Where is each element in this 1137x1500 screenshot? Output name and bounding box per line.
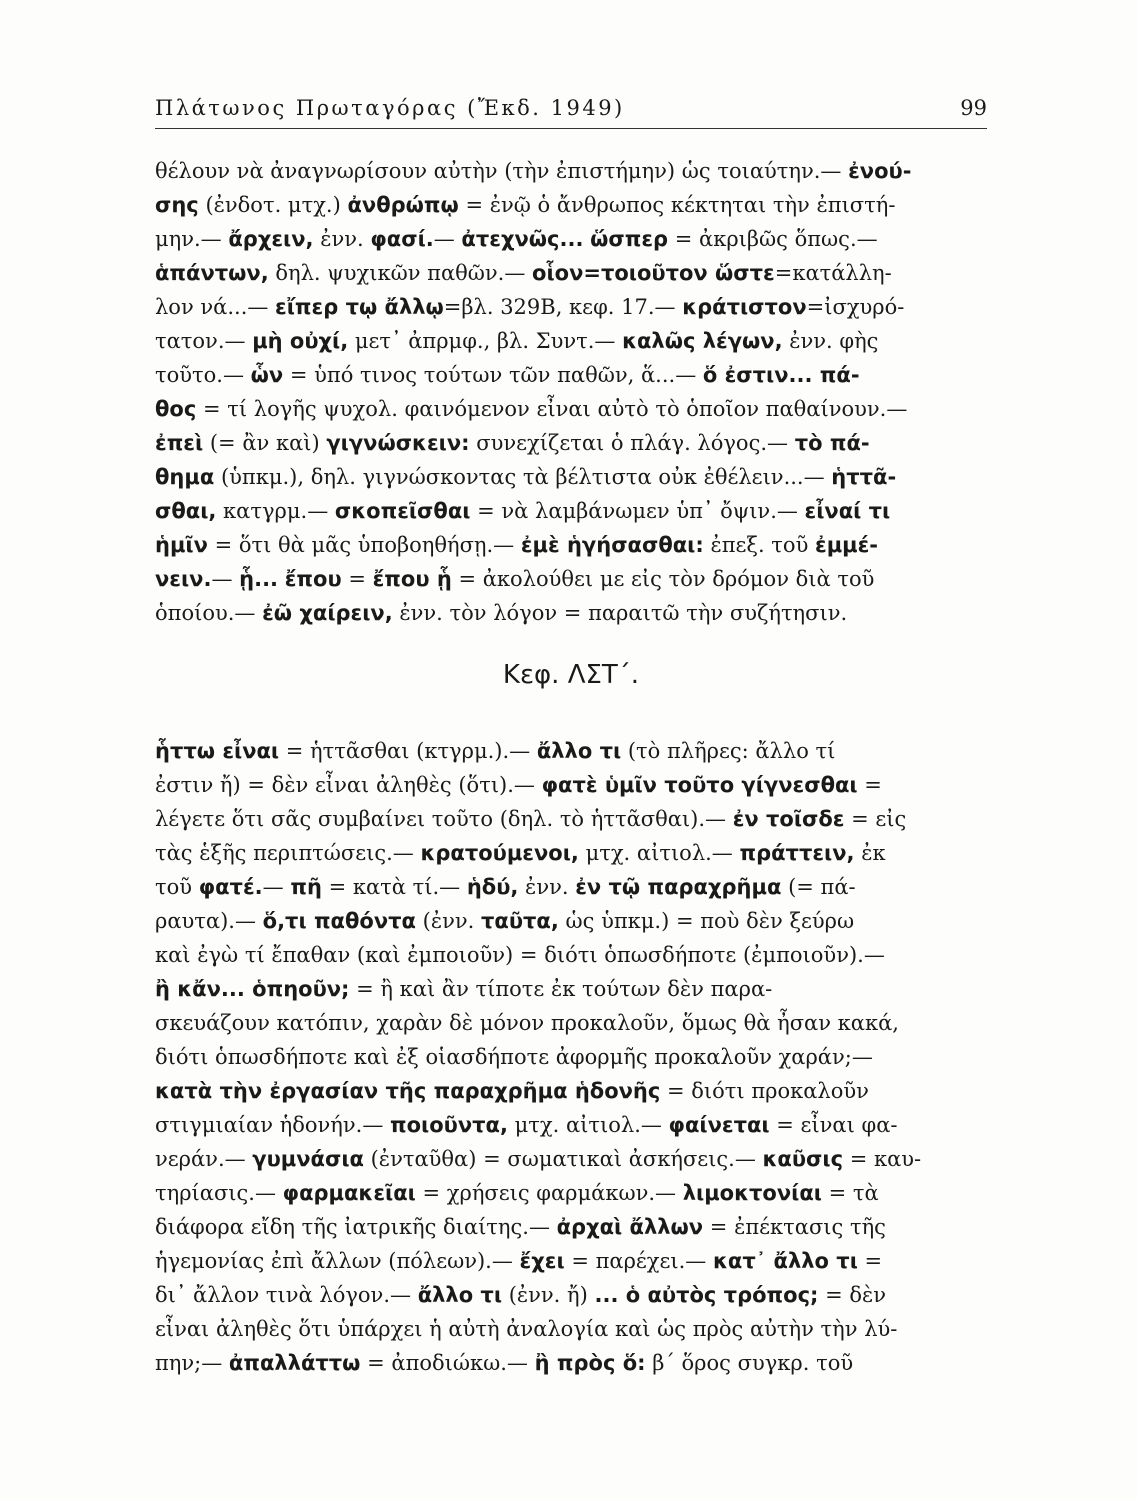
gloss: μτχ. αἰτιολ.— (507, 1113, 669, 1137)
gloss: = ἐνῷ ὁ ἄνθρωπος κέκτηται τὴν ἐπιστή- (458, 193, 896, 217)
text-line (155, 460, 987, 494)
lemma: ὥσπερ (590, 227, 669, 251)
lemma: τὸ πά- (794, 431, 870, 455)
lemma: ἀνθρώπῳ (347, 193, 459, 217)
gloss: λον νά...— (155, 295, 276, 319)
text-line (155, 324, 987, 358)
lemma: κατ᾽ ἄλλο τι (712, 1249, 858, 1273)
lemma: καῦσις (762, 1147, 844, 1171)
text-line (155, 1346, 987, 1380)
gloss: ἐκ (854, 841, 886, 865)
text-line (155, 562, 987, 596)
gloss: (ἐνν. (415, 909, 481, 933)
lemma: καλῶς λέγων, (622, 329, 783, 353)
text-line (155, 1312, 987, 1346)
text-line (155, 358, 987, 392)
gloss: = ἢ καὶ ἂν τίποτε ἐκ τούτων δὲν παρα- (349, 977, 773, 1001)
text-line (155, 972, 987, 1006)
gloss: = χρήσεις φαρμάκων.— (415, 1181, 683, 1205)
text-line (155, 1176, 987, 1210)
text-line (155, 290, 987, 324)
gloss: (ἐνδοτ. μτχ.) (198, 193, 348, 217)
lemma: κράτιστον (682, 295, 807, 319)
text-line (155, 154, 987, 188)
gloss: ὁποίου.— (155, 601, 263, 625)
gloss: (= πά- (781, 875, 856, 899)
gloss: = ὑπό τινος τούτων τῶν παθῶν, ἅ...— (283, 363, 703, 387)
gloss: — (211, 567, 240, 591)
gloss: δι᾽ ἄλλον τινὰ λόγον.— (155, 1283, 418, 1307)
lemma: ἀπαλλάττω (228, 1351, 361, 1375)
gloss: ἐπεξ. τοῦ (703, 533, 816, 557)
lemma: ἄρχειν, (228, 227, 314, 251)
lemma: ἄλλο τι (536, 739, 622, 763)
lemma: θος (155, 397, 197, 421)
gloss: (τὸ πλῆρες: ἄλλο τί (621, 739, 836, 763)
text-line (155, 1040, 987, 1074)
lemma: κατὰ τὴν ἐργασίαν τῆς παραχρῆμα ἡδονῆς (155, 1079, 661, 1103)
text-line (155, 528, 987, 562)
text-line (155, 494, 987, 528)
gloss: = ἀκριβῶς ὅπως.— (668, 227, 878, 251)
gloss: μτχ. αἰτιολ.— (578, 841, 740, 865)
text-line (155, 222, 987, 256)
lemma: ἔπου ᾗ (372, 567, 452, 591)
gloss: = καυ- (843, 1147, 922, 1171)
gloss: εἶναι ἀληθὲς ὅτι ὑπάρχει ἡ αὐτὴ ἀναλογία καὶ ὡς πρὸς αὐτὴν τὴν λύ- (155, 1317, 898, 1341)
gloss: ἐνν. τὸν λόγον = παραιτῶ τὴν συζήτησιν. (392, 601, 848, 625)
gloss: νεράν.— (155, 1147, 253, 1171)
lemma: ἢ πρὸς ὅ: (534, 1351, 646, 1375)
gloss: λέγετε ὅτι σᾶς συμβαίνει τοῦτο (δηλ. τὸ ἡττᾶσθαι).— (155, 807, 733, 831)
gloss: = ἐπέκτασις τῆς (703, 1215, 886, 1239)
gloss: = ἡττᾶσθαι (κτγρμ.).— (279, 739, 537, 763)
gloss: μην.— (155, 227, 229, 251)
gloss: (ἐνταῦθα) = σωματικαὶ ἀσκήσεις.— (363, 1147, 763, 1171)
lemma: ἁπάντων, (155, 261, 269, 285)
gloss: = δὲν (818, 1283, 887, 1307)
gloss: τοῦ (155, 875, 199, 899)
gloss: = εἶναι φα- (769, 1113, 898, 1137)
gloss: = ἀκολούθει με εἰς τὸν δρόμον διὰ τοῦ (451, 567, 875, 591)
lemma: ἢ κἄν... ὁπηοῦν; (155, 977, 350, 1001)
text-line (155, 802, 987, 836)
gloss: = ὅτι θὰ μᾶς ὑποβοηθήσῃ.— (207, 533, 521, 557)
lemma: θημα (155, 465, 215, 489)
gloss: ἐστιν ἤ) = δὲν εἶναι ἀληθὲς (ὅτι).— (155, 773, 542, 797)
lemma: ἀρχαὶ ἄλλων (556, 1215, 704, 1239)
lemma: σθαι, (155, 499, 217, 523)
text-line (155, 1278, 987, 1312)
gloss: διάφορα εἴδη τῆς ἰατρικῆς διαίτης.— (155, 1215, 557, 1239)
text-line (155, 938, 987, 972)
lemma: φαρμακεῖαι (282, 1181, 416, 1205)
lemma: εἶναί τι (804, 499, 891, 523)
gloss: =κατάλλη- (774, 261, 892, 285)
lemma: ἐν τοῖσδε (732, 807, 845, 831)
lemma: ἐνού- (848, 159, 912, 183)
text-line (155, 1244, 987, 1278)
header-rule (155, 128, 987, 129)
gloss: πην;— (155, 1351, 229, 1375)
gloss: (ὑπκμ.), δηλ. γιγνώσκοντας τὰ βέλτιστα οὐκ ἐθέλειν...— (214, 465, 832, 489)
gloss (278, 567, 285, 591)
text-line (155, 392, 987, 426)
text-line (155, 1074, 987, 1108)
gloss: — (262, 875, 291, 899)
gloss: = (857, 1249, 883, 1273)
lemma: φαίνεται (668, 1113, 770, 1137)
lemma: μὴ οὐχί, (252, 329, 349, 353)
commentary-block-1 (155, 154, 987, 630)
gloss: ἡγεμονίας ἐπὶ ἄλλων (πόλεων).— (155, 1249, 520, 1273)
gloss: = παρέχει.— (564, 1249, 713, 1273)
gloss: β΄ ὅρος συγκρ. τοῦ (645, 1351, 854, 1375)
lemma: πῆ (290, 875, 322, 899)
lemma: ἐπεὶ (155, 431, 204, 455)
gloss: ραυτα).— (155, 909, 263, 933)
gloss: διότι ὁπωσδήποτε καὶ ἐξ οἱασδήποτε ἀφορμῆς προκαλοῦν χαράν;— (155, 1045, 873, 1069)
gloss: στιγμιαίαν ἡδονήν.— (155, 1113, 390, 1137)
gloss: (= ἂν καὶ) (203, 431, 327, 455)
text-line (155, 1142, 987, 1176)
text-line (155, 256, 987, 290)
gloss: τηρίασις.— (155, 1181, 283, 1205)
gloss: ἐνν. (518, 875, 576, 899)
lemma: ᾗ... (239, 567, 279, 591)
gloss: συνεχίζεται ὁ πλάγ. λόγος.— (469, 431, 795, 455)
lemma: γιγνώσκειν: (326, 431, 470, 455)
running-header (155, 96, 987, 126)
lemma: ἡμῖν (155, 533, 208, 557)
page-number: 99 (960, 96, 987, 120)
lemma: λιμοκτονίαι (682, 1181, 822, 1205)
lemma: ἔπου (284, 567, 342, 591)
gloss: = τί λογῆς ψυχολ. φαινόμενον εἶναι αὐτὸ τὸ ὁποῖον παθαίνουν.— (196, 397, 908, 421)
chapter-heading: Κεφ. ΛΣΤ΄. (502, 660, 640, 690)
gloss: = εἰς (844, 807, 907, 831)
text-line (155, 426, 987, 460)
gloss: =ἰσχυρό- (806, 295, 905, 319)
gloss: = νὰ λαμβάνωμεν ὑπ᾽ ὄψιν.— (470, 499, 805, 523)
text-line (155, 768, 987, 802)
gloss: κατγρμ.— (216, 499, 335, 523)
commentary-block-2 (155, 734, 987, 1380)
header-title: Πλάτωνος Πρωταγόρας (Ἔκδ. 1949) (155, 96, 625, 120)
lemma: νειν. (155, 567, 212, 591)
lemma: ὅ ἐστιν... πά- (702, 363, 860, 387)
lemma: ὧν (250, 363, 284, 387)
text-line (155, 734, 987, 768)
lemma: ἐμὲ ἡγήσασθαι: (520, 533, 704, 557)
lemma: ποιοῦντα, (390, 1113, 508, 1137)
lemma: γυμνάσια (252, 1147, 364, 1171)
text-line (155, 904, 987, 938)
lemma: σης (155, 193, 199, 217)
gloss: καὶ ἐγὼ τί ἔπαθαν (καὶ ἐμποιοῦν) = διότι ὁπωσδήποτε (ἐμποιοῦν).— (155, 943, 885, 967)
lemma: φασί. (370, 227, 434, 251)
gloss: θέλουν νὰ ἀναγνωρίσουν αὐτὴν (τὴν ἐπιστήμην) ὡς τοιαύτην.— (155, 159, 849, 183)
text-line (155, 870, 987, 904)
gloss: τοῦτο.— (155, 363, 251, 387)
lemma: ἐῶ χαίρειν, (262, 601, 393, 625)
gloss: — (433, 227, 462, 251)
lemma: ἡδύ, (466, 875, 519, 899)
lemma: ἧττω εἶναι (155, 739, 280, 763)
gloss: τὰς ἑξῆς περιπτώσεις.— (155, 841, 421, 865)
lemma: ἐμμέ- (815, 533, 879, 557)
gloss: σκευάζουν κατόπιν, χαρὰν δὲ μόνον προκαλοῦν, ὅμως θὰ ἦσαν κακά, (155, 1011, 899, 1035)
gloss: = (341, 567, 373, 591)
lemma: ὅ,τι παθόντα (262, 909, 416, 933)
gloss: =βλ. 329Β, κεφ. 17.— (443, 295, 683, 319)
gloss: (ἐνν. ἤ) (502, 1283, 595, 1307)
text-line (155, 596, 987, 630)
lemma: φατὲ ὑμῖν τοῦτο γίγνεσθαι (541, 773, 858, 797)
lemma: ταῦτα, (481, 909, 559, 933)
lemma: οἷον=τοιοῦτον ὥστε (532, 261, 775, 285)
gloss: = ἀποδιώκω.— (360, 1351, 535, 1375)
gloss: τατον.— (155, 329, 253, 353)
lemma: κρατούμενοι, (420, 841, 579, 865)
lemma: ἐν τῷ παραχρῆμα (575, 875, 782, 899)
text-line (155, 836, 987, 870)
lemma: φατέ. (198, 875, 263, 899)
lemma: ἀτεχνῶς... (461, 227, 584, 251)
gloss: ἐνν. φὴς (782, 329, 879, 353)
lemma: ... ὁ αὐτὸς τρόπος; (594, 1283, 819, 1307)
gloss: = διότι προκαλοῦν (660, 1079, 869, 1103)
gloss: ὡς ὑπκμ.) = ποὺ δὲν ξεύρω (558, 909, 855, 933)
gloss: μετ᾽ ἀπρμφ., βλ. Συντ.— (348, 329, 623, 353)
text-line (155, 1210, 987, 1244)
gloss: δηλ. ψυχικῶν παθῶν.— (268, 261, 533, 285)
lemma: εἴπερ τῳ ἄλλῳ (275, 295, 444, 319)
text-line (155, 1006, 987, 1040)
text-line (155, 188, 987, 222)
lemma: πράττειν, (739, 841, 855, 865)
gloss: = (857, 773, 882, 797)
lemma: ἔχει (519, 1249, 565, 1273)
gloss: = τὰ (821, 1181, 879, 1205)
lemma: ἡττᾶ- (831, 465, 897, 489)
lemma: ἄλλο τι (417, 1283, 503, 1307)
text-line (155, 1108, 987, 1142)
gloss: = κατὰ τί.— (321, 875, 467, 899)
lemma: σκοπεῖσθαι (334, 499, 471, 523)
gloss: ἐνν. (313, 227, 371, 251)
